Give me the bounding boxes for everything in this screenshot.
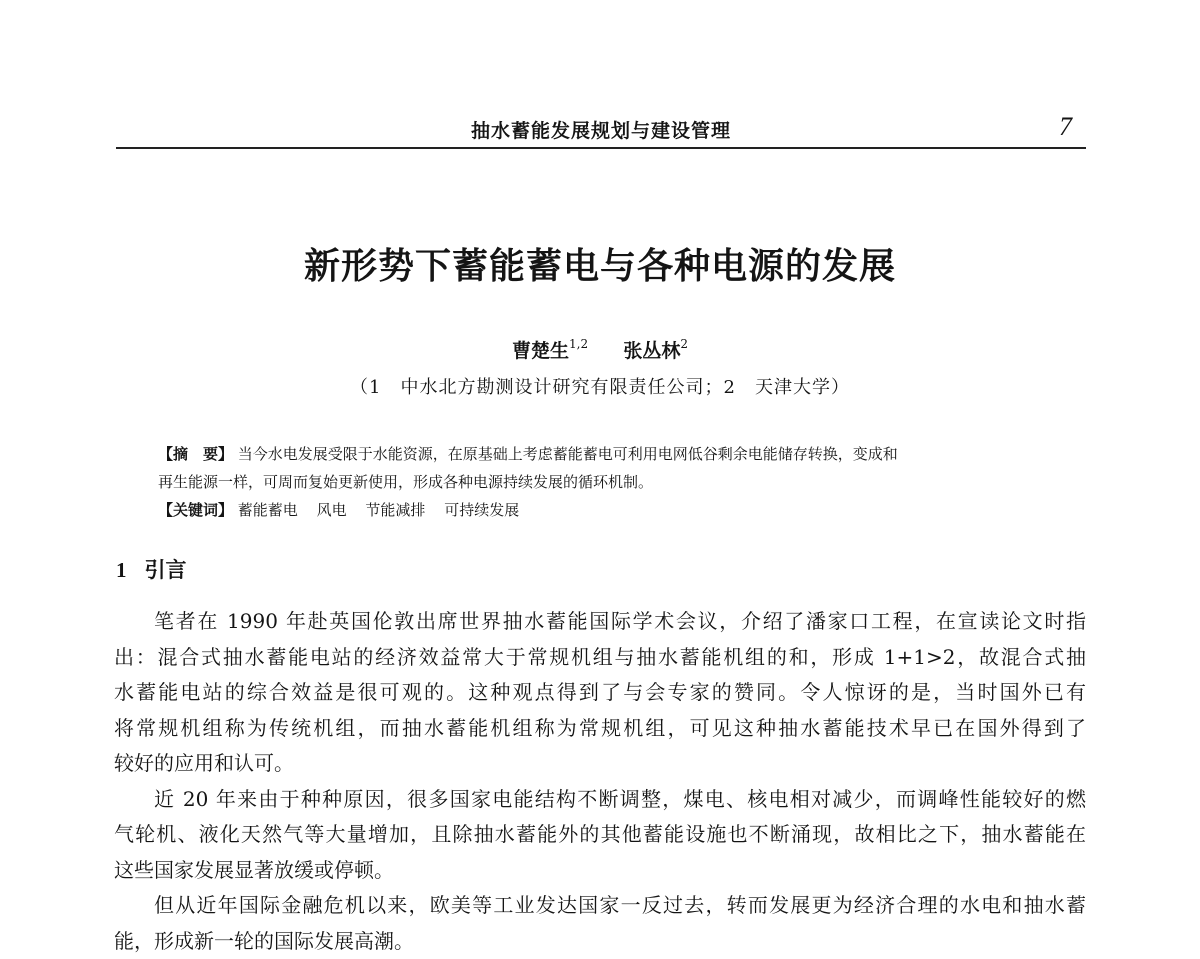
abstract-line bbox=[158, 468, 1058, 496]
author-name: 曹楚生 bbox=[512, 340, 569, 362]
abstract-block bbox=[158, 440, 1058, 524]
abstract-text: 再生能源一样，可周而复始更新使用，形成各种电源持续发展的循环机制。 bbox=[158, 473, 653, 491]
body-line: 气轮机、液化天然气等大量增加，且除抽水蓄能外的其他蓄能设施也不断涌现，故相比之下，抽水蓄能在 bbox=[114, 817, 1086, 853]
keyword: 蓄能蓄电 bbox=[238, 496, 298, 524]
article-title: 新形势下蓄能蓄电与各种电源的发展 bbox=[0, 238, 1200, 289]
abstract-label: 【摘 要】 bbox=[158, 445, 233, 463]
body-line: 近 20 年来由于种种原因，很多国家电能结构不断调整，煤电、核电相对减少，而调峰性能较好的燃 bbox=[114, 782, 1086, 818]
author-affiliation-mark: 1,2 bbox=[569, 337, 588, 351]
author-name: 张丛林 bbox=[623, 340, 680, 362]
author-affiliation-mark: 2 bbox=[680, 337, 688, 351]
section-heading bbox=[116, 554, 187, 584]
abstract-line bbox=[158, 440, 1058, 468]
body-line: 水蓄能电站的综合效益是很可观的。这种观点得到了与会专家的赞同。令人惊讶的是，当时国外已有 bbox=[114, 675, 1086, 711]
body-line: 这些国家发展显著放缓或停顿。 bbox=[114, 853, 1086, 889]
running-header bbox=[116, 112, 1086, 146]
keywords-label: 【关键词】 bbox=[158, 501, 233, 519]
affiliation-line: （1 中水北方勘测设计研究有限责任公司；2 天津大学） bbox=[0, 373, 1200, 399]
body-line: 较好的应用和认可。 bbox=[114, 746, 1086, 782]
body-text bbox=[114, 604, 1086, 959]
body-line: 将常规机组称为传统机组，而抽水蓄能机组称为常规机组，可见这种抽水蓄能技术早已在国外得到了 bbox=[114, 711, 1086, 747]
body-line: 能，形成新一轮的国际发展高潮。 bbox=[114, 924, 1086, 959]
section-number: 1 bbox=[116, 558, 127, 582]
body-line: 出：混合式抽水蓄能电站的经济效益常大于常规机组与抽水蓄能机组的和，形成 1+1>2，故混合式抽 bbox=[114, 640, 1086, 676]
page-number: 7 bbox=[1059, 112, 1072, 142]
section-title: 引言 bbox=[145, 557, 187, 582]
keyword: 可持续发展 bbox=[444, 496, 519, 524]
keyword: 风电 bbox=[317, 496, 347, 524]
author-line bbox=[0, 336, 1200, 363]
running-title: 抽水蓄能发展规划与建设管理 bbox=[116, 116, 1086, 143]
body-line: 笔者在 1990 年赴英国伦敦出席世界抽水蓄能国际学术会议，介绍了潘家口工程，在宣读论文时指 bbox=[114, 604, 1086, 640]
abstract-text: 当今水电发展受限于水能资源，在原基础上考虑蓄能蓄电可利用电网低谷剩余电能储存转换，变成和 bbox=[238, 445, 898, 463]
keyword: 节能减排 bbox=[365, 496, 425, 524]
body-line: 但从近年国际金融危机以来，欧美等工业发达国家一反过去，转而发展更为经济合理的水电和抽水蓄 bbox=[114, 888, 1086, 924]
header-rule bbox=[116, 147, 1086, 149]
keywords-line bbox=[158, 496, 1058, 524]
